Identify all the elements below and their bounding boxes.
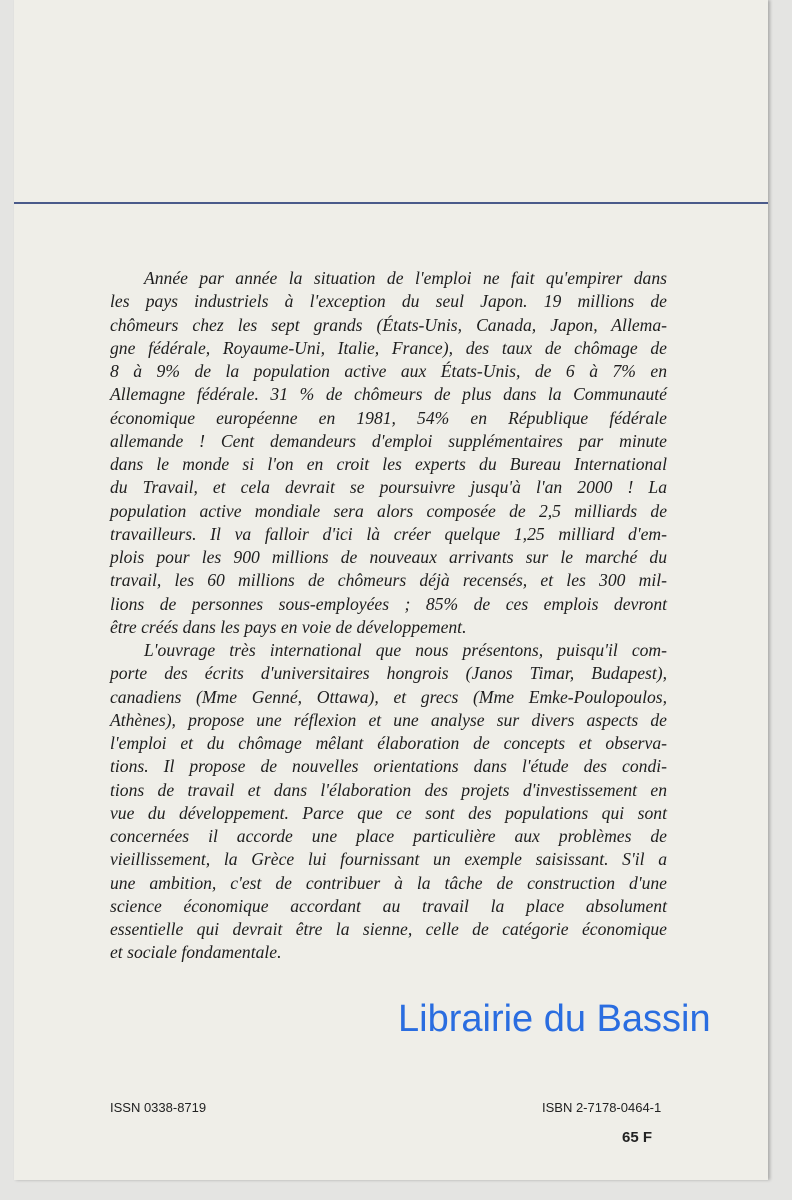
blurb-line: 8 à 9% de la population active aux États-Unis, de 6 à 7% en xyxy=(110,361,667,381)
blurb-line: Année par année la situation de l'emploi ne fait qu'empirer dans xyxy=(144,268,667,288)
blurb-line: travail, les 60 millions de chômeurs déjà recensés, et les 300 mil- xyxy=(110,570,667,591)
blurb-line: du Travail, et cela devrait se poursuivre jusqu'à l'an 2000 ! La xyxy=(110,477,667,498)
blurb-line: tions. Il propose de nouvelles orientations dans l'étude des condi- xyxy=(110,756,667,777)
blurb-line: science économique accordant au travail la place absolument xyxy=(110,895,667,916)
blurb-line: gne fédérale, Royaume-Uni, Italie, France), des taux de chômage de xyxy=(110,337,667,358)
blurb-line: L'ouvrage très international que nous présentons, puisqu'il com- xyxy=(144,640,667,660)
blurb-line: vieillissement, la Grèce lui fournissant un exemple saisissant. S'il a xyxy=(110,849,667,870)
blurb-line: et sociale fondamentale. xyxy=(110,942,282,963)
blurb-line: allemande ! Cent demandeurs d'emploi supplémentaires par minute xyxy=(110,430,667,451)
blurb-text xyxy=(110,267,667,965)
blurb-line: Allemagne fédérale. 31 % de chômeurs de plus dans la Communauté xyxy=(110,384,667,405)
blurb-line: chômeurs chez les sept grands (États-Unis, Canada, Japon, Allema- xyxy=(110,314,667,335)
blurb-line: les pays industriels à l'exception du seul Japon. 19 millions de xyxy=(110,291,667,312)
issn-number: ISSN 0338-8719 xyxy=(110,1100,207,1115)
blurb-line: porte des écrits d'universitaires hongrois (Janos Timar, Budapest), xyxy=(110,663,667,684)
blurb-line: Athènes), propose une réflexion et une analyse sur divers aspects de xyxy=(110,709,667,730)
blurb-line: canadiens (Mme Genné, Ottawa), et grecs (Mme Emke-Poulopoulos, xyxy=(110,686,667,707)
blurb-line: plois pour les 900 millions de nouveaux arrivants sur le marché du xyxy=(110,547,667,567)
blurb-line: travailleurs. Il va falloir d'ici là créer quelque 1,25 milliard d'em- xyxy=(110,523,667,544)
book-back-cover xyxy=(14,0,768,1180)
blurb-line: une ambition, c'est de contribuer à la tâche de construction d'une xyxy=(110,872,667,893)
blurb-line: lions de personnes sous-employées ; 85% de ces emplois devront xyxy=(110,593,667,614)
blurb-line: être créés dans les pays en voie de développement. xyxy=(110,616,467,637)
blurb-line: concernées il accorde une place particulière aux problèmes de xyxy=(110,826,667,846)
blurb-line: économique européenne en 1981, 54% en République fédérale xyxy=(110,407,667,428)
blurb-line: population active mondiale sera alors composée de 2,5 milliards de xyxy=(110,500,667,521)
price-label: 65 F xyxy=(622,1129,653,1146)
blurb-line: essentielle qui devrait être la sienne, celle de catégorie économique xyxy=(110,919,667,939)
blurb-line: l'emploi et du chômage mêlant élaboration de concepts et observa- xyxy=(110,733,667,753)
blurb-line: dans le monde si l'on en croit les experts du Bureau International xyxy=(110,454,667,474)
blue-divider-rule xyxy=(14,202,768,204)
isbn-number: ISBN 2-7178-0464-1 xyxy=(542,1100,662,1115)
bookseller-watermark: Librairie du Bassin xyxy=(398,998,711,1040)
blurb-line: vue du développement. Parce que ce sont des populations qui sont xyxy=(110,802,667,823)
blurb-line: tions de travail et dans l'élaboration des projets d'investissement en xyxy=(110,779,667,800)
